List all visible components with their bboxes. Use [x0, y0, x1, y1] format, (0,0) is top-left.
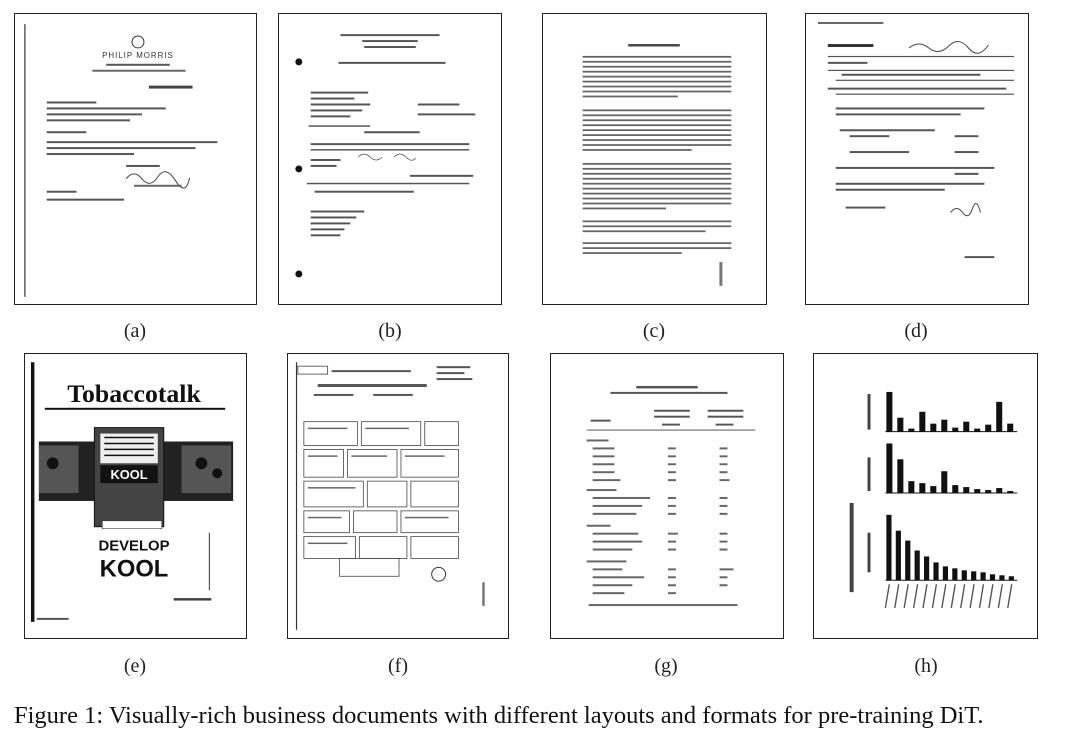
chart-bar: [896, 531, 901, 581]
document-thumbnail-a: [14, 13, 257, 305]
chart-bar: [897, 459, 903, 493]
advertisement-image: [25, 354, 246, 638]
axis-label-mark: [868, 457, 871, 491]
chart-bar: [985, 490, 991, 493]
tick-label-mark: [961, 584, 965, 608]
tobaccotalk-title: Tobaccotalk: [67, 378, 201, 408]
chart-bar: [933, 562, 938, 580]
chart-bar: [999, 575, 1004, 580]
chart-bar: [905, 541, 910, 581]
chart-bar: [985, 425, 991, 432]
tick-label-mark: [970, 584, 974, 608]
tick-label-mark: [914, 584, 918, 608]
report-form-image: [288, 354, 508, 638]
panel-label-c: (c): [642, 320, 666, 342]
invoice-document-image: [806, 14, 1028, 304]
document-thumbnail-f: [287, 353, 509, 639]
chart-bar: [974, 489, 980, 493]
chart-bar: [1007, 424, 1013, 432]
panel-label-b: (b): [378, 320, 402, 342]
axis-label-mark: [868, 394, 871, 430]
chart-bar: [919, 483, 925, 493]
text-page-image: [543, 14, 766, 304]
tick-label-mark: [998, 584, 1002, 608]
panel-label-e: (e): [123, 655, 147, 677]
chart-bar: [915, 551, 920, 581]
chart-bar: [941, 420, 947, 432]
tick-label-mark: [951, 584, 955, 608]
kool-slogan: KOOL: [99, 555, 169, 583]
chart-bar: [930, 486, 936, 493]
chart-bar: [886, 443, 892, 493]
panel-label-h: (h): [914, 655, 938, 677]
panel-label-f: (f): [388, 655, 408, 677]
chart-bar: [952, 568, 957, 580]
chart-bar: [908, 481, 914, 493]
chart-bar: [974, 429, 980, 432]
chart-bar: [919, 412, 925, 432]
chart-bar: [963, 487, 969, 493]
chart-bar: [971, 571, 976, 580]
chart-bar: [941, 471, 947, 493]
chart-bar: [996, 402, 1002, 432]
panel-label-d: (d): [904, 320, 928, 342]
chart-bar: [886, 515, 891, 580]
chart-bar: [908, 429, 914, 432]
tick-label-mark: [932, 584, 936, 608]
axis-label-mark: [868, 533, 871, 573]
develop-slogan: DEVELOP: [98, 538, 170, 555]
chart-bar: [963, 422, 969, 432]
kool-brand-pack: KOOL: [110, 467, 148, 483]
chart-bar: [962, 570, 967, 580]
chart-bar: [990, 574, 995, 580]
figure-caption: Figure 1: Visually-rich business documents with different layouts and formats for pre-training DiT.: [14, 702, 984, 729]
chart-bar: [1007, 491, 1013, 493]
tick-label-mark: [942, 584, 946, 608]
bar-chart-document-image: [814, 354, 1037, 638]
chart-bar: [943, 566, 948, 580]
chart-bar: [930, 424, 936, 432]
chart-bar: [1009, 576, 1014, 580]
tick-label-mark: [895, 584, 899, 608]
philip-morris-letterhead: PHILIP MORRIS: [102, 50, 174, 60]
tick-label-mark: [989, 584, 993, 608]
document-thumbnail-h: [813, 353, 1038, 639]
chart-bar: [981, 572, 986, 580]
tick-label-mark: [923, 584, 927, 608]
form-document-image: [279, 14, 501, 304]
letter-document-image: [15, 14, 256, 304]
document-thumbnail-e: [24, 353, 247, 639]
panel-label-a: (a): [123, 320, 147, 342]
chart-bar: [996, 488, 1002, 493]
chart-bar: [924, 556, 929, 580]
axis-label-mark: [850, 503, 854, 592]
tick-label-mark: [904, 584, 908, 608]
table-document-image: [551, 354, 783, 638]
tick-label-mark: [980, 584, 984, 608]
chart-bar: [952, 485, 958, 493]
document-thumbnail-d: [805, 13, 1029, 305]
tick-label-mark: [1008, 584, 1012, 608]
document-thumbnail-c: [542, 13, 767, 305]
chart-bar: [897, 418, 903, 432]
document-thumbnail-b: [278, 13, 502, 305]
panel-label-g: (g): [654, 655, 678, 677]
document-thumbnail-g: [550, 353, 784, 639]
tick-label-mark: [885, 584, 889, 608]
chart-bar: [952, 428, 958, 432]
chart-bar: [886, 392, 892, 432]
